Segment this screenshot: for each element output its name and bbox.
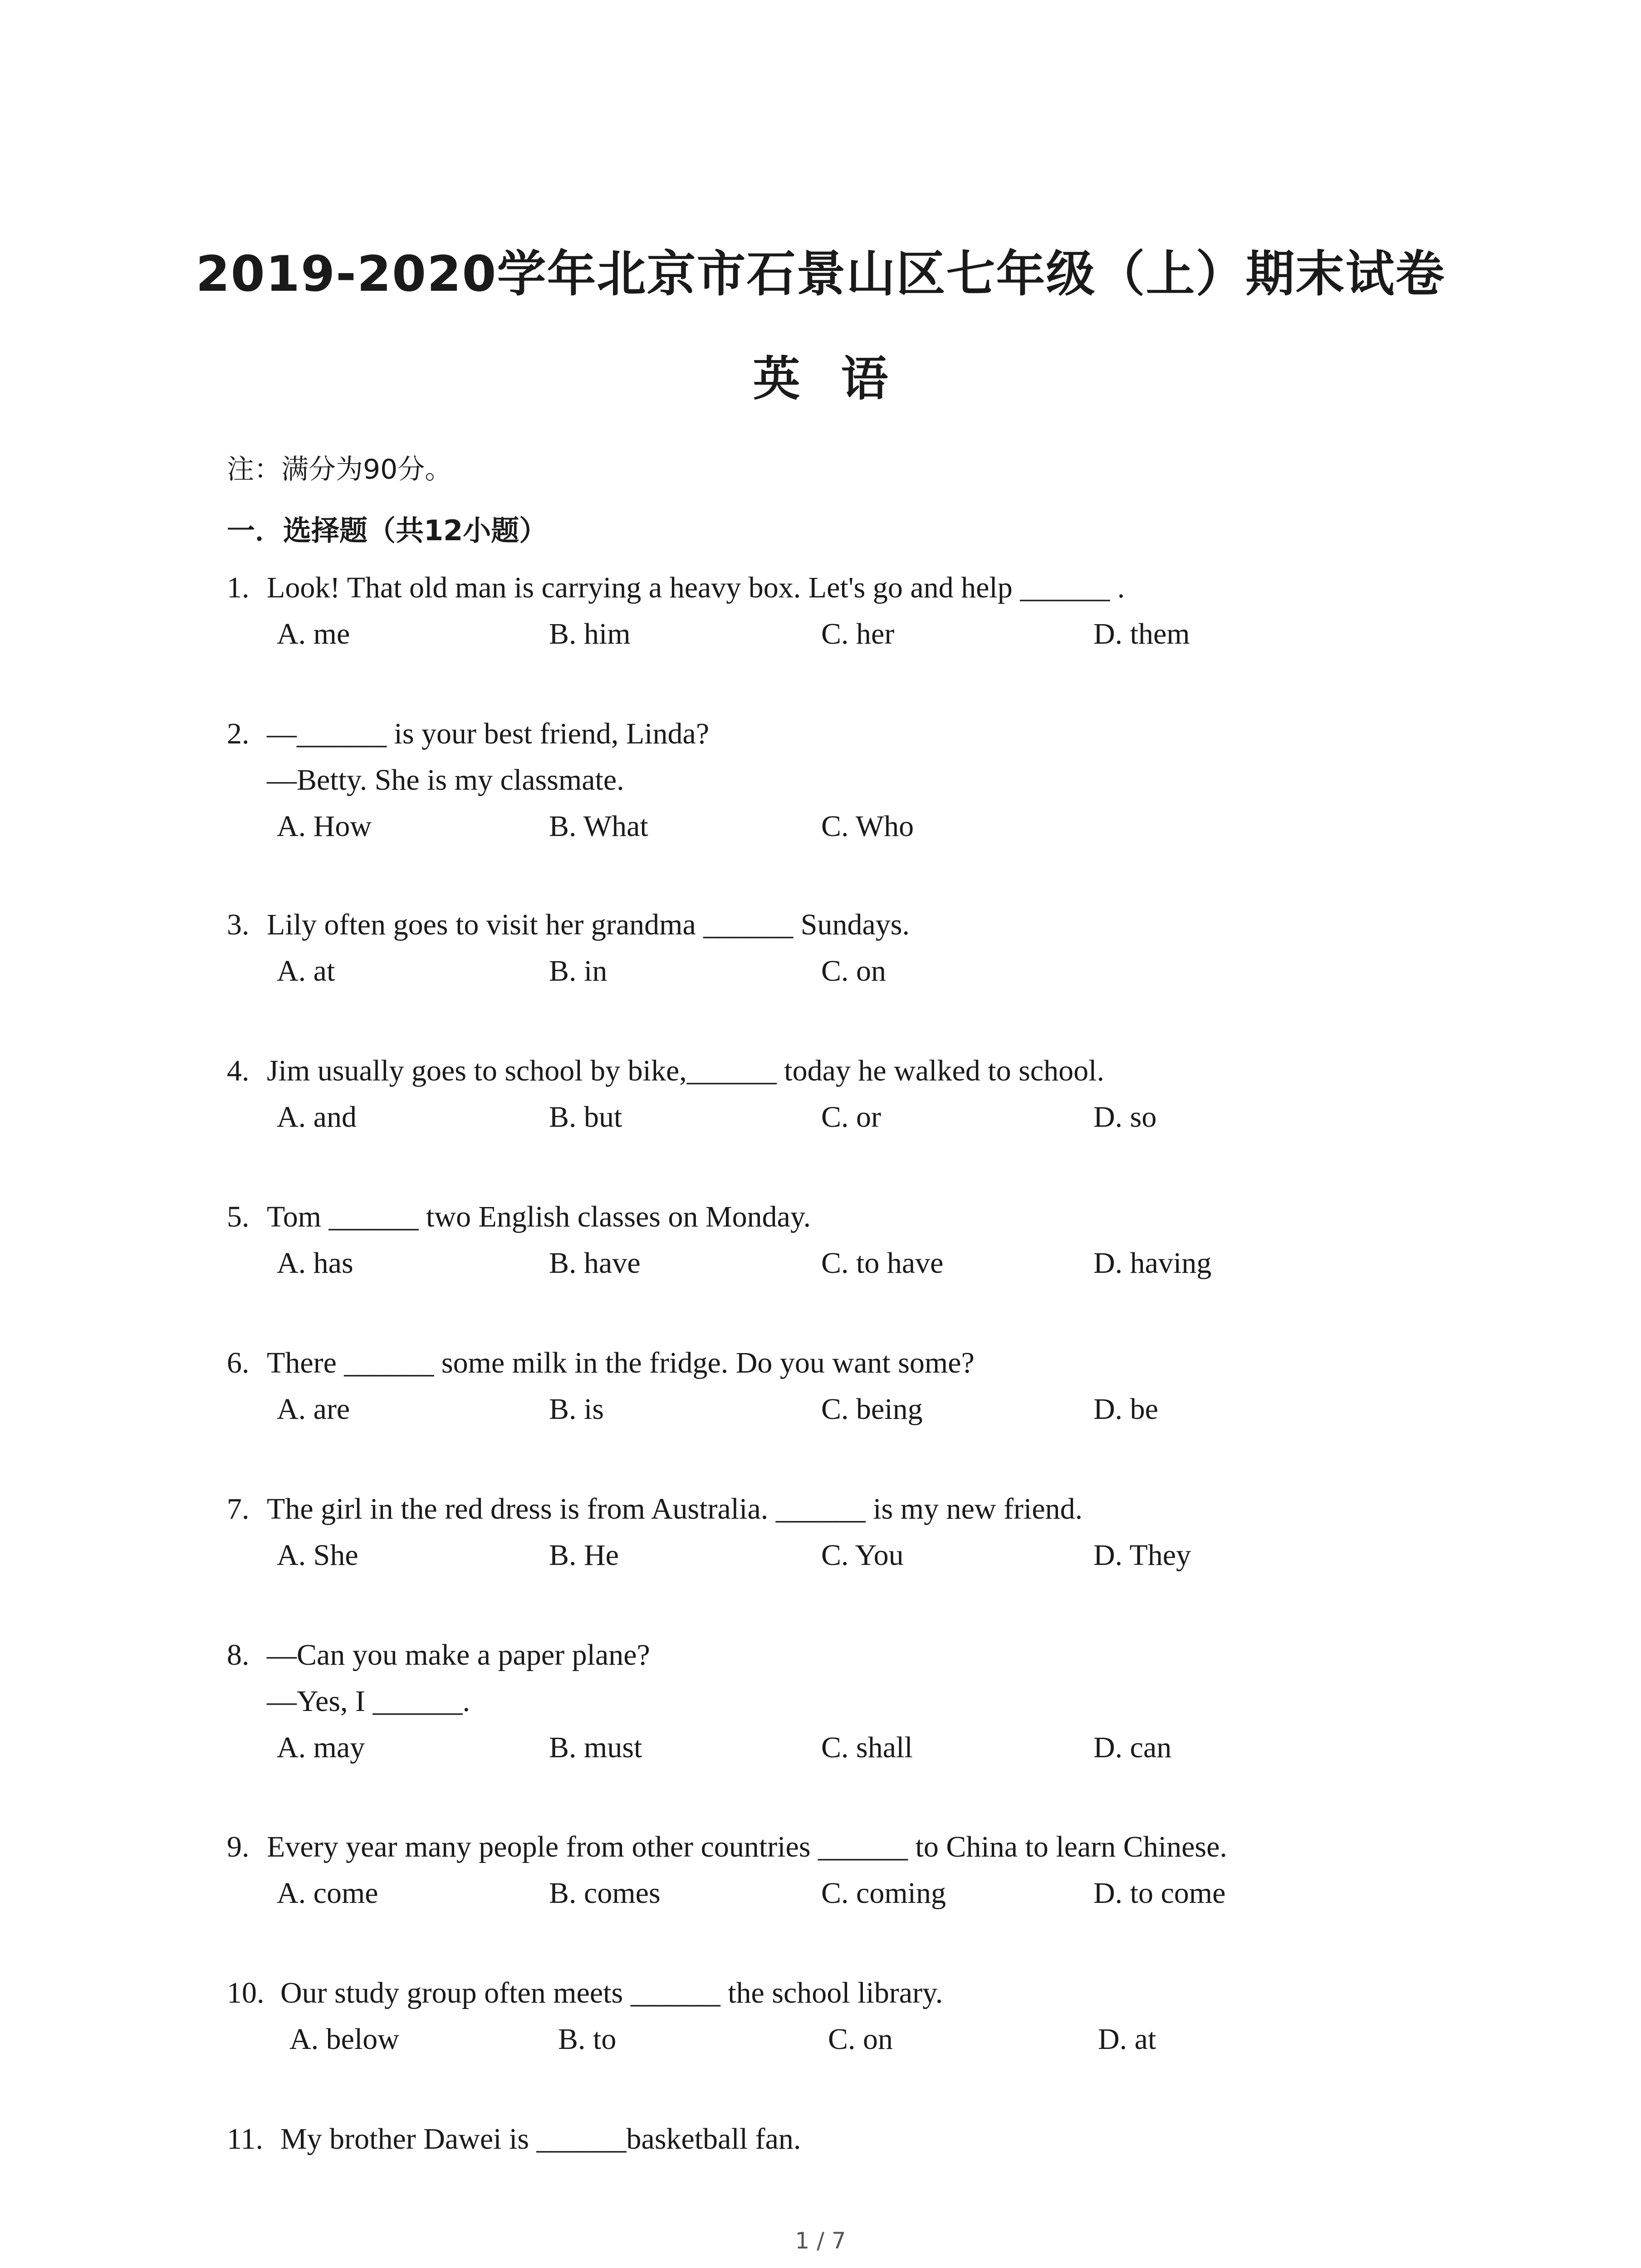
option-d: D. They — [1093, 1539, 1191, 1572]
option-d: D. to come — [1093, 1877, 1226, 1910]
question-text: My brother Dawei is ______basketball fan. — [280, 2122, 801, 2156]
option-c: C. coming — [821, 1877, 946, 1910]
question-text: The girl in the red dress is from Australia. ______ is my new friend. — [267, 1492, 1083, 1525]
score-note: 注：满分为90分。 — [227, 454, 452, 485]
question-text: —Betty. She is my classmate. — [267, 763, 624, 797]
option-c: C. Who — [821, 810, 914, 843]
question-text: Lily often goes to visit her grandma ______ Sundays. — [267, 908, 910, 941]
question-text: Our study group often meets ______ the school library. — [280, 1976, 943, 2009]
question-text: Every year many people from other countries ______ to China to learn Chinese. — [267, 1830, 1227, 1863]
option-b: B. have — [549, 1246, 641, 1280]
page-title: 2019-2020学年北京市石景山区七年级（上）期末试卷 — [196, 246, 1445, 303]
option-a: A. has — [277, 1246, 353, 1280]
question-number: 11. — [227, 2122, 264, 2156]
option-a: A. below — [289, 2023, 399, 2056]
question-number: 10. — [227, 1976, 265, 2009]
option-b: B. What — [549, 810, 648, 843]
question-text: —Yes, I ______. — [267, 1685, 470, 1718]
option-a: A. and — [277, 1100, 357, 1134]
option-c: C. or — [821, 1100, 881, 1134]
option-c: C. shall — [821, 1731, 913, 1764]
question-number: 3. — [227, 908, 250, 941]
question-8 — [227, 1632, 1452, 1771]
option-c: C. on — [821, 954, 887, 987]
option-a: A. are — [277, 1393, 350, 1426]
question-text: —______ is your best friend, Linda? — [267, 717, 710, 750]
option-c: C. being — [821, 1393, 923, 1426]
question-number: 2. — [227, 717, 250, 750]
question-6 — [227, 1340, 1452, 1432]
option-b: B. but — [549, 1100, 622, 1134]
option-b: B. him — [549, 617, 631, 650]
question-text: Tom ______ two English classes on Monday. — [267, 1200, 811, 1233]
question-text: Look! That old man is carrying a heavy box. Let's go and help ______ . — [267, 571, 1125, 604]
question-4 — [227, 1048, 1452, 1140]
question-3 — [227, 902, 1452, 994]
option-d: D. be — [1093, 1393, 1158, 1426]
option-c: C. her — [821, 617, 895, 650]
option-b: B. must — [549, 1731, 642, 1764]
question-number: 1. — [227, 571, 250, 604]
question-text: Jim usually goes to school by bike,______ today he walked to school. — [267, 1054, 1104, 1087]
question-number: 7. — [227, 1492, 250, 1525]
option-c: C. on — [828, 2023, 893, 2056]
question-number: 8. — [227, 1638, 250, 1672]
option-d: D. at — [1098, 2023, 1156, 2056]
question-10 — [227, 1970, 1452, 2063]
section-title: 一．选择题（共12小题） — [227, 514, 548, 547]
option-a: A. How — [277, 810, 372, 843]
question-11 — [227, 2116, 1452, 2162]
question-number: 4. — [227, 1054, 250, 1087]
question-7 — [227, 1486, 1452, 1579]
page-indicator: 1 / 7 — [795, 2228, 846, 2254]
question-2 — [227, 711, 1452, 850]
question-text: There ______ some milk in the fridge. Do you want some? — [267, 1346, 975, 1379]
question-1 — [227, 565, 1452, 657]
option-d: D. them — [1093, 617, 1190, 650]
option-b: B. in — [549, 954, 607, 987]
question-5 — [227, 1194, 1452, 1286]
option-a: A. me — [277, 617, 350, 650]
question-text: —Can you make a paper plane? — [267, 1638, 650, 1672]
option-b: B. He — [549, 1539, 619, 1572]
question-9 — [227, 1824, 1452, 1916]
option-a: A. She — [277, 1539, 358, 1572]
option-b: B. to — [558, 2023, 617, 2056]
question-number: 6. — [227, 1346, 250, 1379]
option-a: A. may — [277, 1731, 365, 1764]
option-d: D. can — [1093, 1731, 1172, 1764]
option-d: D. having — [1093, 1246, 1212, 1280]
option-c: C. to have — [821, 1246, 944, 1280]
option-a: A. come — [277, 1877, 378, 1910]
option-c: C. You — [821, 1539, 904, 1572]
subject-title: 英语 — [753, 351, 929, 406]
option-a: A. at — [277, 954, 335, 987]
option-b: B. comes — [549, 1877, 661, 1910]
option-b: B. is — [549, 1393, 604, 1426]
question-number: 5. — [227, 1200, 250, 1233]
option-d: D. so — [1093, 1100, 1157, 1134]
question-number: 9. — [227, 1830, 250, 1863]
